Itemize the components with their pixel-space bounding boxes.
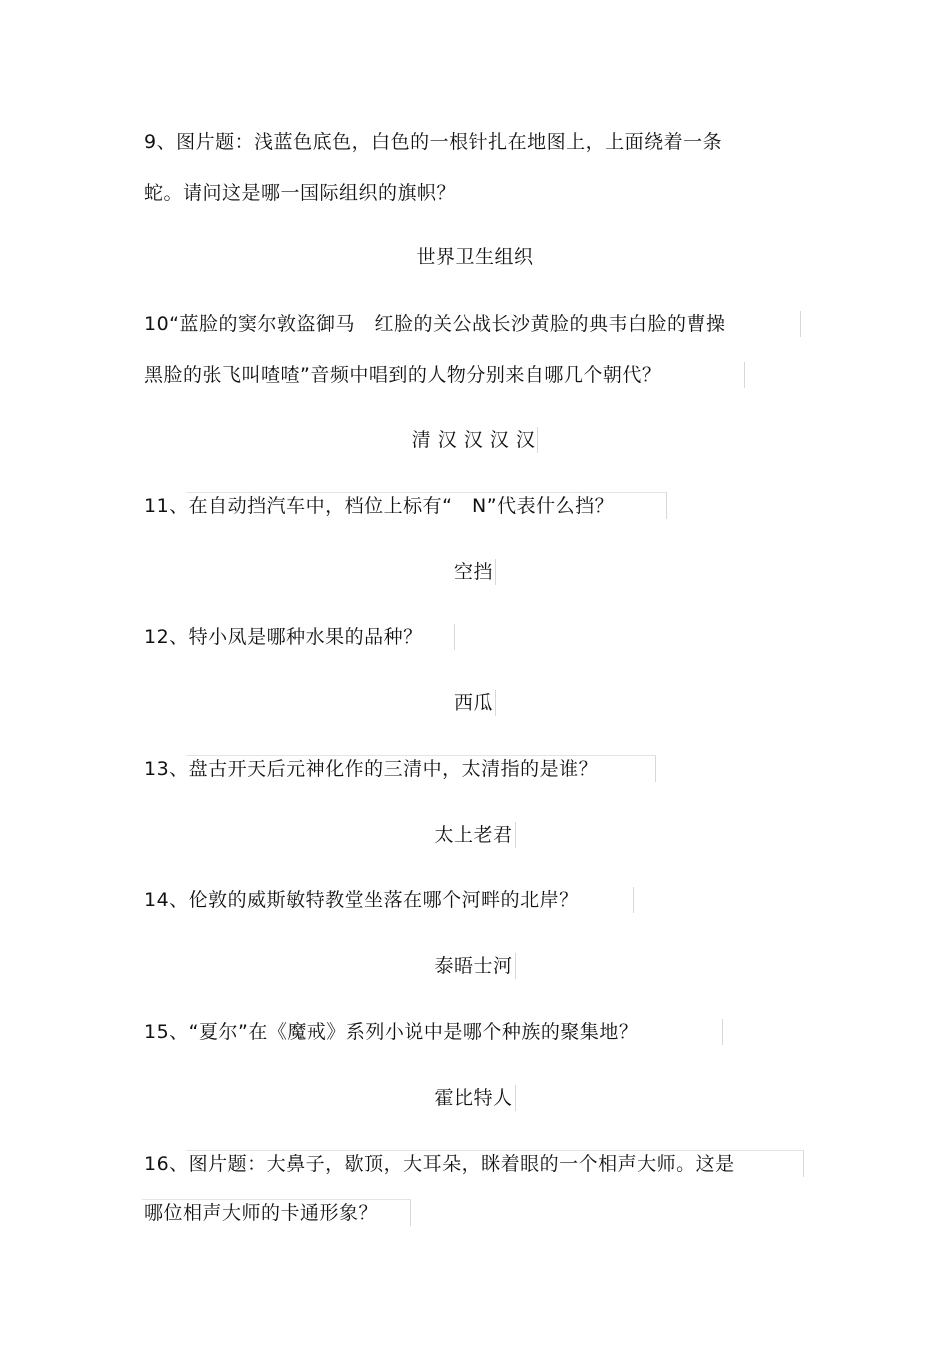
answer-14 — [0, 953, 950, 979]
question-12-line-1: 12、特小凤是哪种水果的品种？ — [144, 626, 423, 648]
answer-9 — [0, 244, 950, 270]
answer-10-text: 清 汉 汉 汉 汉 — [412, 427, 539, 453]
question-16-line-1: 16、图片题：大鼻子，歇顶，大耳朵，眯着眼的一个相声大师。这是 — [144, 1153, 735, 1175]
question-10-line-1: 10“蓝脸的窦尔敦盗御马 红脸的关公战长沙黄脸的典韦白脸的曹操 — [144, 313, 726, 335]
question-14-line-1: 14、伦敦的威斯敏特教堂坐落在哪个河畔的北岸？ — [144, 889, 579, 911]
question-9-line-2: 蛇。请问这是哪一国际组织的旗帜？ — [144, 182, 457, 204]
answer-11 — [0, 559, 950, 585]
question-10-line-2: 黑脸的张飞叫喳喳”音频中唱到的人物分别来自哪几个朝代？ — [144, 364, 662, 386]
question-11-line-1: 11、在自动挡汽车中，档位上标有“ N”代表什么挡？ — [144, 495, 615, 517]
answer-12-text: 西瓜 — [454, 690, 496, 716]
question-15-line-1: 15、“夏尔”在《魔戒》系列小说中是哪个种族的聚集地？ — [144, 1021, 639, 1043]
question-13-line-1: 13、盘古开天后元神化作的三清中，太清指的是谁？ — [144, 758, 599, 780]
answer-10 — [0, 427, 950, 453]
answer-15 — [0, 1085, 950, 1111]
answer-15-text: 霍比特人 — [434, 1085, 515, 1111]
answer-11-text: 空挡 — [454, 559, 496, 585]
question-9-line-1: 9、图片题：浅蓝色底色，白色的一根针扎在地图上，上面绕着一条 — [144, 131, 723, 153]
answer-13-text: 太上老君 — [434, 822, 515, 848]
answer-12 — [0, 690, 950, 716]
answer-14-text: 泰晤士河 — [434, 953, 515, 979]
answer-13 — [0, 822, 950, 848]
question-16-line-2: 哪位相声大师的卡通形象？ — [144, 1202, 379, 1224]
answer-9-text: 世界卫生组织 — [416, 246, 534, 268]
